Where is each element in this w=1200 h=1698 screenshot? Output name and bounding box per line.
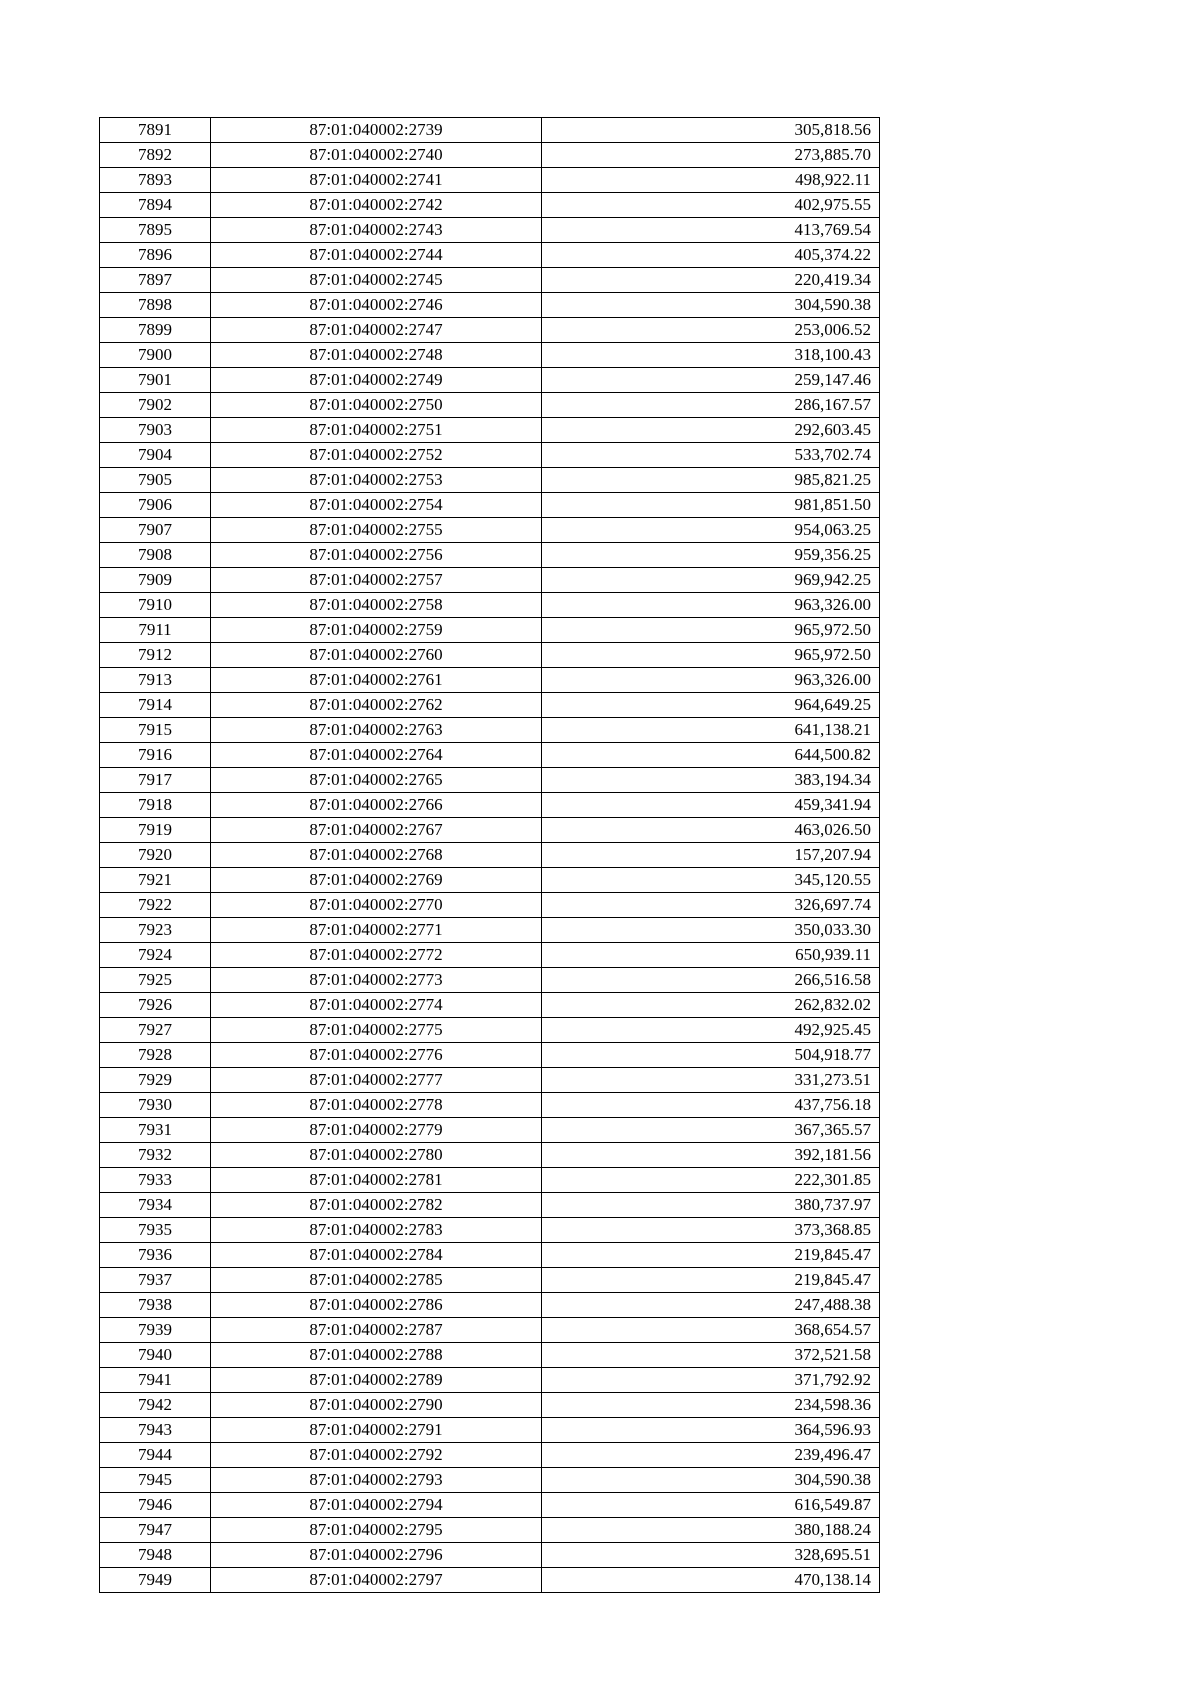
cadastral-value-cell: 219,845.47 <box>542 1268 880 1293</box>
row-number-cell: 7932 <box>100 1143 211 1168</box>
cadastral-value-cell: 504,918.77 <box>542 1043 880 1068</box>
table-row <box>100 1493 880 1518</box>
row-number-cell: 7905 <box>100 468 211 493</box>
cadastral-number-cell: 87:01:040002:2792 <box>211 1443 542 1468</box>
table-row <box>100 893 880 918</box>
row-number-cell: 7947 <box>100 1518 211 1543</box>
table-row <box>100 1143 880 1168</box>
cadastral-number-cell: 87:01:040002:2779 <box>211 1118 542 1143</box>
table-row <box>100 918 880 943</box>
row-number-cell: 7898 <box>100 293 211 318</box>
cadastral-number-cell: 87:01:040002:2765 <box>211 768 542 793</box>
cadastral-number-cell: 87:01:040002:2759 <box>211 618 542 643</box>
row-number-cell: 7897 <box>100 268 211 293</box>
cadastral-value-cell: 380,188.24 <box>542 1518 880 1543</box>
row-number-cell: 7918 <box>100 793 211 818</box>
row-number-cell: 7908 <box>100 543 211 568</box>
row-number-cell: 7920 <box>100 843 211 868</box>
cadastral-value-cell: 222,301.85 <box>542 1168 880 1193</box>
table-row <box>100 1468 880 1493</box>
cadastral-number-cell: 87:01:040002:2754 <box>211 493 542 518</box>
row-number-cell: 7928 <box>100 1043 211 1068</box>
cadastral-value-cell: 963,326.00 <box>542 668 880 693</box>
row-number-cell: 7924 <box>100 943 211 968</box>
cadastral-number-cell: 87:01:040002:2753 <box>211 468 542 493</box>
table-row <box>100 943 880 968</box>
row-number-cell: 7922 <box>100 893 211 918</box>
cadastral-value-cell: 641,138.21 <box>542 718 880 743</box>
row-number-cell: 7902 <box>100 393 211 418</box>
table-row <box>100 193 880 218</box>
row-number-cell: 7913 <box>100 668 211 693</box>
row-number-cell: 7903 <box>100 418 211 443</box>
table-row <box>100 143 880 168</box>
cadastral-value-cell: 492,925.45 <box>542 1018 880 1043</box>
cadastral-value-cell: 463,026.50 <box>542 818 880 843</box>
cadastral-number-cell: 87:01:040002:2772 <box>211 943 542 968</box>
row-number-cell: 7942 <box>100 1393 211 1418</box>
cadastral-value-cell: 157,207.94 <box>542 843 880 868</box>
row-number-cell: 7929 <box>100 1068 211 1093</box>
cadastral-value-cell: 368,654.57 <box>542 1318 880 1343</box>
table-row <box>100 818 880 843</box>
table-row <box>100 1443 880 1468</box>
row-number-cell: 7914 <box>100 693 211 718</box>
table-row <box>100 1193 880 1218</box>
cadastral-number-cell: 87:01:040002:2747 <box>211 318 542 343</box>
cadastral-number-cell: 87:01:040002:2769 <box>211 868 542 893</box>
table-row <box>100 1393 880 1418</box>
table-row <box>100 118 880 143</box>
table-row <box>100 643 880 668</box>
cadastral-number-cell: 87:01:040002:2762 <box>211 693 542 718</box>
table-row <box>100 743 880 768</box>
cadastral-value-table <box>99 117 880 1593</box>
table-row <box>100 868 880 893</box>
cadastral-number-cell: 87:01:040002:2773 <box>211 968 542 993</box>
table-row <box>100 1018 880 1043</box>
row-number-cell: 7937 <box>100 1268 211 1293</box>
table-row <box>100 668 880 693</box>
cadastral-value-cell: 470,138.14 <box>542 1568 880 1593</box>
row-number-cell: 7949 <box>100 1568 211 1593</box>
table-row <box>100 168 880 193</box>
table-row <box>100 1293 880 1318</box>
row-number-cell: 7941 <box>100 1368 211 1393</box>
cadastral-value-cell: 367,365.57 <box>542 1118 880 1143</box>
cadastral-number-cell: 87:01:040002:2777 <box>211 1068 542 1093</box>
row-number-cell: 7939 <box>100 1318 211 1343</box>
row-number-cell: 7919 <box>100 818 211 843</box>
table-row <box>100 368 880 393</box>
table-row <box>100 268 880 293</box>
table-row <box>100 293 880 318</box>
table-row <box>100 1168 880 1193</box>
cadastral-number-cell: 87:01:040002:2771 <box>211 918 542 943</box>
cadastral-value-cell: 533,702.74 <box>542 443 880 468</box>
row-number-cell: 7930 <box>100 1093 211 1118</box>
cadastral-number-cell: 87:01:040002:2752 <box>211 443 542 468</box>
cadastral-value-cell: 965,972.50 <box>542 643 880 668</box>
table-row <box>100 243 880 268</box>
cadastral-value-cell: 273,885.70 <box>542 143 880 168</box>
cadastral-value-cell: 318,100.43 <box>542 343 880 368</box>
table-row <box>100 1318 880 1343</box>
cadastral-value-cell: 326,697.74 <box>542 893 880 918</box>
table-row <box>100 543 880 568</box>
table-row <box>100 468 880 493</box>
cadastral-number-cell: 87:01:040002:2766 <box>211 793 542 818</box>
cadastral-number-cell: 87:01:040002:2795 <box>211 1518 542 1543</box>
cadastral-number-cell: 87:01:040002:2781 <box>211 1168 542 1193</box>
cadastral-number-cell: 87:01:040002:2749 <box>211 368 542 393</box>
cadastral-value-cell: 253,006.52 <box>542 318 880 343</box>
row-number-cell: 7892 <box>100 143 211 168</box>
table-row <box>100 318 880 343</box>
table-row <box>100 418 880 443</box>
row-number-cell: 7896 <box>100 243 211 268</box>
cadastral-number-cell: 87:01:040002:2787 <box>211 1318 542 1343</box>
cadastral-value-cell: 234,598.36 <box>542 1393 880 1418</box>
row-number-cell: 7923 <box>100 918 211 943</box>
row-number-cell: 7921 <box>100 868 211 893</box>
row-number-cell: 7909 <box>100 568 211 593</box>
table-row <box>100 1343 880 1368</box>
cadastral-number-cell: 87:01:040002:2748 <box>211 343 542 368</box>
row-number-cell: 7891 <box>100 118 211 143</box>
cadastral-number-cell: 87:01:040002:2742 <box>211 193 542 218</box>
table-row <box>100 393 880 418</box>
row-number-cell: 7912 <box>100 643 211 668</box>
cadastral-number-cell: 87:01:040002:2796 <box>211 1543 542 1568</box>
cadastral-value-cell: 328,695.51 <box>542 1543 880 1568</box>
row-number-cell: 7945 <box>100 1468 211 1493</box>
cadastral-number-cell: 87:01:040002:2768 <box>211 843 542 868</box>
cadastral-value-cell: 331,273.51 <box>542 1068 880 1093</box>
cadastral-number-cell: 87:01:040002:2775 <box>211 1018 542 1043</box>
cadastral-value-cell: 292,603.45 <box>542 418 880 443</box>
row-number-cell: 7917 <box>100 768 211 793</box>
cadastral-value-cell: 459,341.94 <box>542 793 880 818</box>
row-number-cell: 7899 <box>100 318 211 343</box>
row-number-cell: 7894 <box>100 193 211 218</box>
table-row <box>100 1243 880 1268</box>
row-number-cell: 7926 <box>100 993 211 1018</box>
table-row <box>100 968 880 993</box>
cadastral-value-cell: 247,488.38 <box>542 1293 880 1318</box>
row-number-cell: 7906 <box>100 493 211 518</box>
cadastral-number-cell: 87:01:040002:2783 <box>211 1218 542 1243</box>
cadastral-value-cell: 402,975.55 <box>542 193 880 218</box>
cadastral-value-cell: 239,496.47 <box>542 1443 880 1468</box>
cadastral-value-cell: 372,521.58 <box>542 1343 880 1368</box>
table-row <box>100 993 880 1018</box>
table-row <box>100 568 880 593</box>
cadastral-value-cell: 266,516.58 <box>542 968 880 993</box>
cadastral-number-cell: 87:01:040002:2790 <box>211 1393 542 1418</box>
cadastral-number-cell: 87:01:040002:2746 <box>211 293 542 318</box>
cadastral-value-cell: 963,326.00 <box>542 593 880 618</box>
cadastral-number-cell: 87:01:040002:2794 <box>211 1493 542 1518</box>
table-row <box>100 618 880 643</box>
cadastral-number-cell: 87:01:040002:2793 <box>211 1468 542 1493</box>
row-number-cell: 7927 <box>100 1018 211 1043</box>
table-row <box>100 218 880 243</box>
cadastral-value-cell: 616,549.87 <box>542 1493 880 1518</box>
cadastral-value-cell: 964,649.25 <box>542 693 880 718</box>
table-row <box>100 1218 880 1243</box>
cadastral-value-cell: 965,972.50 <box>542 618 880 643</box>
row-number-cell: 7933 <box>100 1168 211 1193</box>
table-row <box>100 793 880 818</box>
cadastral-number-cell: 87:01:040002:2761 <box>211 668 542 693</box>
cadastral-number-cell: 87:01:040002:2770 <box>211 893 542 918</box>
cadastral-value-cell: 413,769.54 <box>542 218 880 243</box>
cadastral-value-cell: 304,590.38 <box>542 1468 880 1493</box>
row-number-cell: 7943 <box>100 1418 211 1443</box>
cadastral-number-cell: 87:01:040002:2788 <box>211 1343 542 1368</box>
cadastral-value-cell: 262,832.02 <box>542 993 880 1018</box>
cadastral-value-cell: 383,194.34 <box>542 768 880 793</box>
cadastral-number-cell: 87:01:040002:2774 <box>211 993 542 1018</box>
row-number-cell: 7938 <box>100 1293 211 1318</box>
cadastral-number-cell: 87:01:040002:2757 <box>211 568 542 593</box>
cadastral-number-cell: 87:01:040002:2760 <box>211 643 542 668</box>
table-row <box>100 443 880 468</box>
cadastral-number-cell: 87:01:040002:2744 <box>211 243 542 268</box>
cadastral-number-cell: 87:01:040002:2784 <box>211 1243 542 1268</box>
row-number-cell: 7893 <box>100 168 211 193</box>
cadastral-number-cell: 87:01:040002:2786 <box>211 1293 542 1318</box>
cadastral-number-cell: 87:01:040002:2785 <box>211 1268 542 1293</box>
table-row <box>100 1368 880 1393</box>
cadastral-number-cell: 87:01:040002:2797 <box>211 1568 542 1593</box>
cadastral-value-cell: 373,368.85 <box>542 1218 880 1243</box>
cadastral-value-cell: 371,792.92 <box>542 1368 880 1393</box>
table-row <box>100 1093 880 1118</box>
cadastral-number-cell: 87:01:040002:2764 <box>211 743 542 768</box>
cadastral-value-cell: 304,590.38 <box>542 293 880 318</box>
table-row <box>100 1568 880 1593</box>
table-row <box>100 1118 880 1143</box>
row-number-cell: 7940 <box>100 1343 211 1368</box>
cadastral-value-cell: 985,821.25 <box>542 468 880 493</box>
cadastral-number-cell: 87:01:040002:2751 <box>211 418 542 443</box>
row-number-cell: 7916 <box>100 743 211 768</box>
cadastral-number-cell: 87:01:040002:2745 <box>211 268 542 293</box>
cadastral-value-cell: 380,737.97 <box>542 1193 880 1218</box>
cadastral-value-cell: 345,120.55 <box>542 868 880 893</box>
row-number-cell: 7931 <box>100 1118 211 1143</box>
row-number-cell: 7911 <box>100 618 211 643</box>
table-row <box>100 843 880 868</box>
table-row <box>100 1518 880 1543</box>
cadastral-value-cell: 437,756.18 <box>542 1093 880 1118</box>
table-row <box>100 1268 880 1293</box>
cadastral-value-cell: 305,818.56 <box>542 118 880 143</box>
cadastral-number-cell: 87:01:040002:2782 <box>211 1193 542 1218</box>
cadastral-number-cell: 87:01:040002:2763 <box>211 718 542 743</box>
cadastral-number-cell: 87:01:040002:2750 <box>211 393 542 418</box>
cadastral-number-cell: 87:01:040002:2780 <box>211 1143 542 1168</box>
cadastral-value-cell: 954,063.25 <box>542 518 880 543</box>
row-number-cell: 7935 <box>100 1218 211 1243</box>
row-number-cell: 7904 <box>100 443 211 468</box>
table-row <box>100 343 880 368</box>
cadastral-number-cell: 87:01:040002:2789 <box>211 1368 542 1393</box>
table-row <box>100 1043 880 1068</box>
table-row <box>100 493 880 518</box>
cadastral-number-cell: 87:01:040002:2758 <box>211 593 542 618</box>
cadastral-value-cell: 392,181.56 <box>542 1143 880 1168</box>
row-number-cell: 7925 <box>100 968 211 993</box>
cadastral-number-cell: 87:01:040002:2740 <box>211 143 542 168</box>
cadastral-value-cell: 644,500.82 <box>542 743 880 768</box>
row-number-cell: 7915 <box>100 718 211 743</box>
cadastral-value-cell: 350,033.30 <box>542 918 880 943</box>
row-number-cell: 7934 <box>100 1193 211 1218</box>
cadastral-value-cell: 981,851.50 <box>542 493 880 518</box>
cadastral-value-cell: 286,167.57 <box>542 393 880 418</box>
row-number-cell: 7901 <box>100 368 211 393</box>
cadastral-number-cell: 87:01:040002:2755 <box>211 518 542 543</box>
cadastral-number-cell: 87:01:040002:2739 <box>211 118 542 143</box>
row-number-cell: 7944 <box>100 1443 211 1468</box>
table-row <box>100 693 880 718</box>
cadastral-number-cell: 87:01:040002:2756 <box>211 543 542 568</box>
row-number-cell: 7910 <box>100 593 211 618</box>
table-row <box>100 1543 880 1568</box>
table-row <box>100 518 880 543</box>
row-number-cell: 7900 <box>100 343 211 368</box>
row-number-cell: 7936 <box>100 1243 211 1268</box>
cadastral-number-cell: 87:01:040002:2767 <box>211 818 542 843</box>
cadastral-value-cell: 220,419.34 <box>542 268 880 293</box>
table-row <box>100 768 880 793</box>
cadastral-value-cell: 959,356.25 <box>542 543 880 568</box>
cadastral-value-cell: 405,374.22 <box>542 243 880 268</box>
cadastral-number-cell: 87:01:040002:2741 <box>211 168 542 193</box>
cadastral-number-cell: 87:01:040002:2743 <box>211 218 542 243</box>
table-body <box>100 118 880 1593</box>
table-row <box>100 1418 880 1443</box>
cadastral-value-cell: 364,596.93 <box>542 1418 880 1443</box>
table-row <box>100 593 880 618</box>
row-number-cell: 7907 <box>100 518 211 543</box>
row-number-cell: 7895 <box>100 218 211 243</box>
cadastral-value-cell: 498,922.11 <box>542 168 880 193</box>
cadastral-number-cell: 87:01:040002:2776 <box>211 1043 542 1068</box>
row-number-cell: 7946 <box>100 1493 211 1518</box>
cadastral-value-cell: 650,939.11 <box>542 943 880 968</box>
cadastral-number-cell: 87:01:040002:2778 <box>211 1093 542 1118</box>
cadastral-value-cell: 969,942.25 <box>542 568 880 593</box>
cadastral-value-cell: 259,147.46 <box>542 368 880 393</box>
cadastral-number-cell: 87:01:040002:2791 <box>211 1418 542 1443</box>
table-row <box>100 1068 880 1093</box>
cadastral-value-cell: 219,845.47 <box>542 1243 880 1268</box>
row-number-cell: 7948 <box>100 1543 211 1568</box>
table-row <box>100 718 880 743</box>
